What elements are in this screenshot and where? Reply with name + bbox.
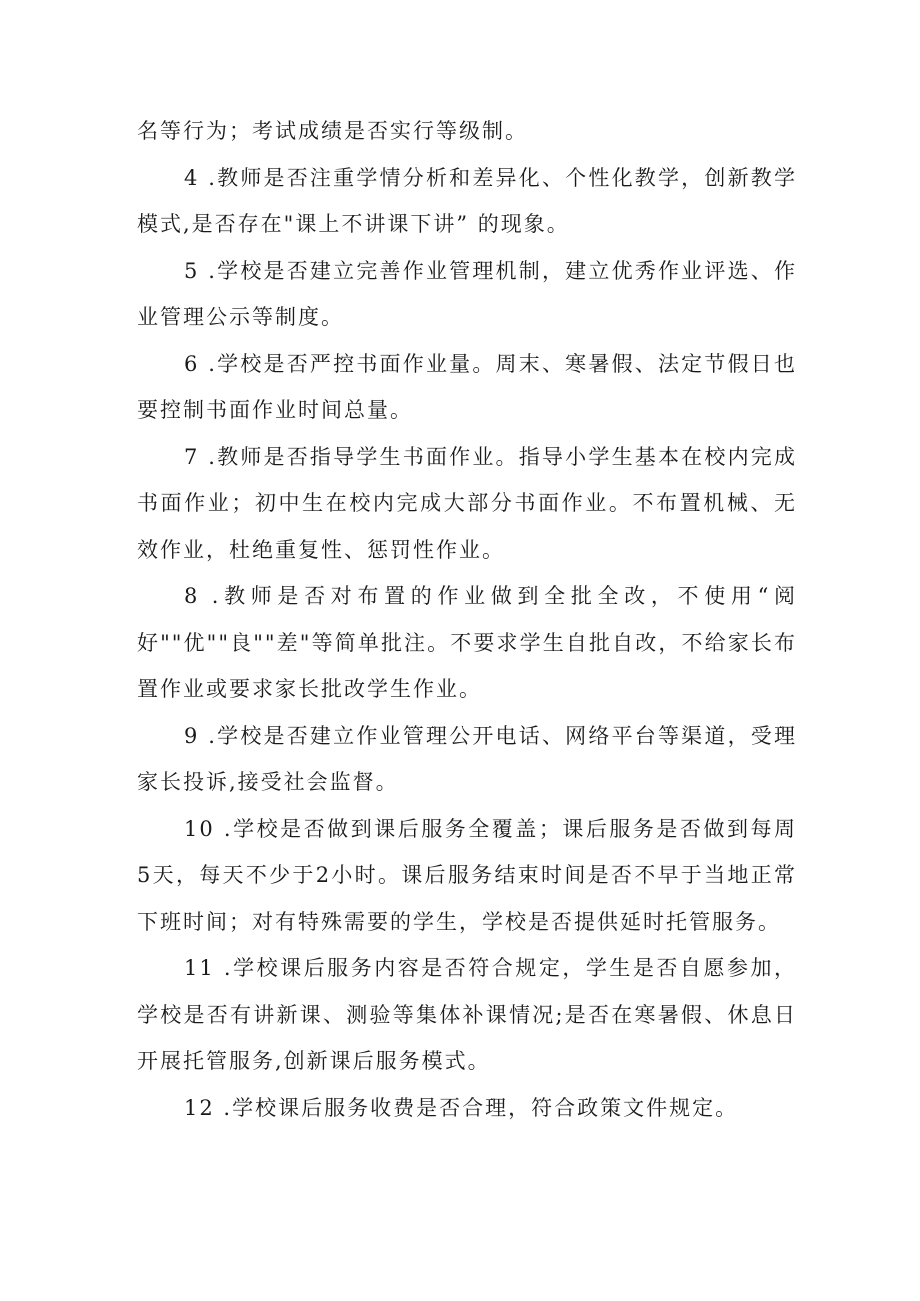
paragraph-item-5: 5 .学校是否建立完善作业管理机制，建立优秀作业评选、作业管理公示等制度。 xyxy=(137,258,797,329)
document-page xyxy=(137,108,797,1131)
paragraph-item-10: 10 .学校是否做到课后服务全覆盖；课后服务是否做到每周5天，每天不少于2小时。课后服务结束时间是否不早于当地正常下班时间；对有特殊需要的学生，学校是否提供延时托管服务。 xyxy=(137,816,797,934)
paragraph-item-7: 7 .教师是否指导学生书面作业。指导小学生基本在校内完成书面作业；初中生在校内完成大部分书面作业。不布置机械、无效作业，杜绝重复性、惩罚性作业。 xyxy=(137,444,797,562)
paragraph-item-8: 8 .教师是否对布置的作业做到全批全改，不使用“阅好""优""良""差"等简单批注。不要求学生自批自改，不给家长布置作业或要求家长批改学生作业。 xyxy=(137,584,797,701)
paragraph-item-11: 11 .学校课后服务内容是否符合规定，学生是否自愿参加，学校是否有讲新课、测验等集体补课情况;是否在寒暑假、休息日开展托管服务,创新课后服务模式。 xyxy=(137,956,797,1073)
paragraph-item-6: 6 .学校是否严控书面作业量。周末、寒暑假、法定节假日也要控制书面作业时间总量。 xyxy=(137,351,797,422)
paragraph-item-9: 9 .学校是否建立作业管理公开电话、网络平台等渠道，受理家长投诉,接受社会监督。 xyxy=(137,723,797,794)
paragraph-item-12: 12 .学校课后服务收费是否合理，符合政策文件规定。 xyxy=(184,1095,739,1120)
paragraph-item-4: 4 .教师是否注重学情分析和差异化、个性化教学，创新教学模式,是否存在"课上不讲课下讲” 的现象。 xyxy=(137,165,797,236)
paragraph-continuation: 名等行为；考试成绩是否实行等级制。 xyxy=(137,119,528,143)
